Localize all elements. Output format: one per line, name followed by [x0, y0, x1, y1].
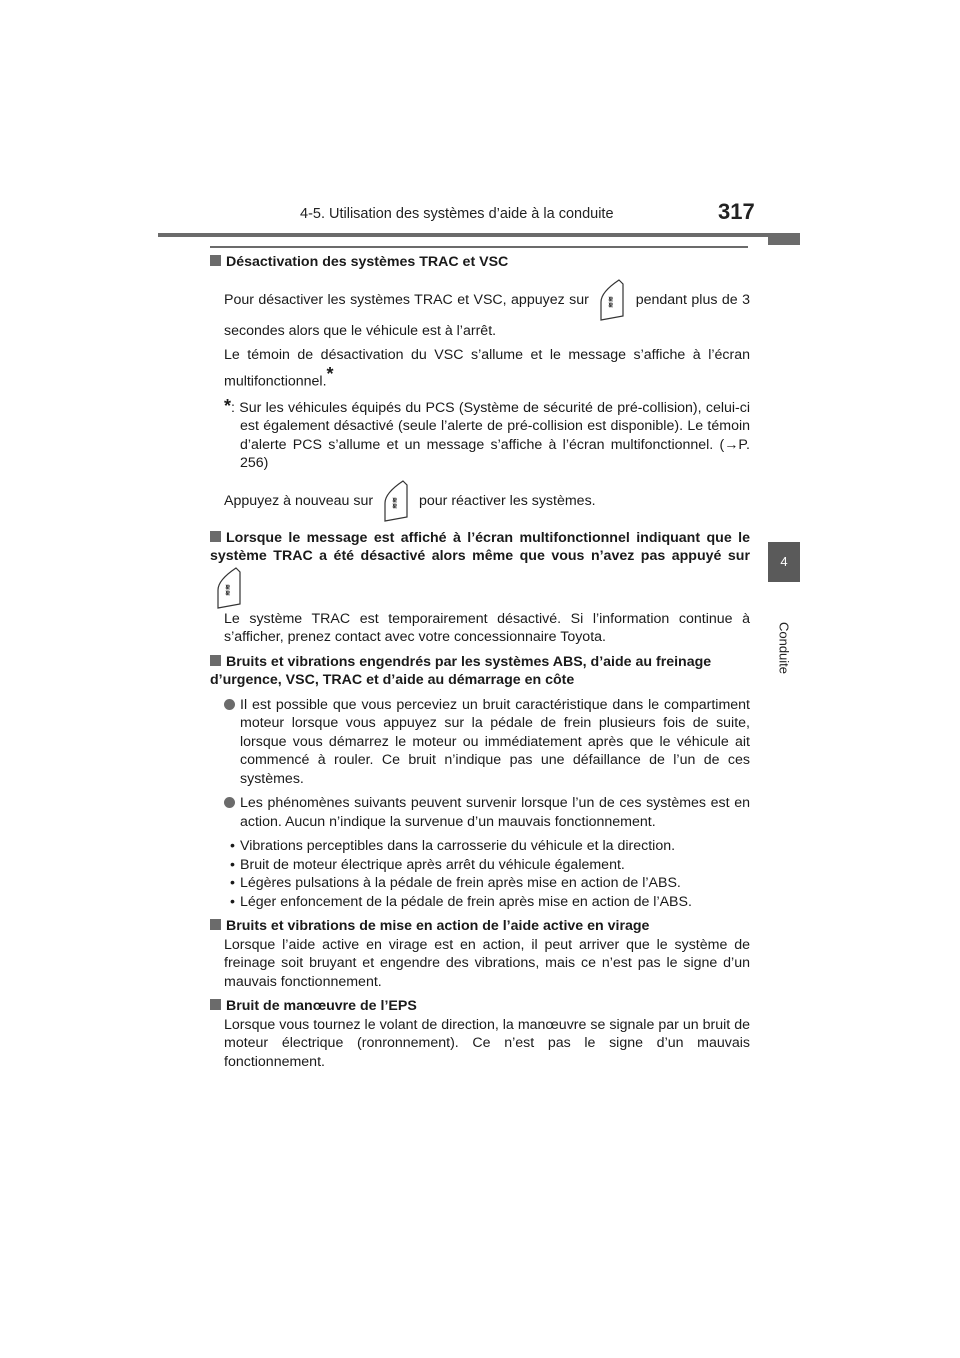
vsc-off-button-icon	[214, 566, 244, 610]
content-rule	[210, 246, 748, 248]
section-heading-eps-noise: Bruit de manœuvre de l’EPS	[210, 997, 750, 1016]
chapter-tab-number: 4	[768, 542, 800, 582]
list-item: • Légères pulsations à la pédale de frein après mise en action de l’ABS.	[230, 875, 681, 892]
section-paragraph: Lorsque vous tournez le volant de direction, la manœuvre se signale par un bruit de moteur électrique (ronronnement). Ce n’est pas le signe d’un mauvais fonctionnement.	[224, 1016, 750, 1070]
section-paragraph: Lorsque l’aide active en virage est en action, il peut arriver que le système de freinage soit bruyant et engendre des vibrations, mais ce n’est pas le signe d’un mauvais fonctionnement.	[224, 936, 750, 990]
footnote: *: Sur les véhicules équipés du PCS (Système de sécurité de pré-collision), celui-ci est également désactivé (seule l’alerte de pré-collision est disponible). Le témoin d’alerte PCS s’allume et un message s’affiche à l’écran multifonctionnel. (→P. 256)	[224, 395, 750, 472]
vsc-off-button-icon	[597, 278, 627, 322]
list-item: • Bruit de moteur électrique après arrêt du véhicule également.	[230, 856, 625, 873]
footnote-marker: *	[326, 363, 334, 384]
square-marker-icon	[210, 255, 221, 266]
square-marker-icon	[210, 999, 221, 1010]
section-paragraph: Appuyez à nouveau sur ≋≋ pour réactiver les systèmes.	[210, 479, 750, 523]
list-item: • Vibrations perceptibles dans la carrosserie du véhicule et la direction.	[230, 838, 676, 855]
section-heading-trac-vsc-off: Désactivation des systèmes TRAC et VSC	[210, 253, 750, 272]
page-number: 317	[718, 199, 755, 224]
section-paragraph: Pour désactiver les systèmes TRAC et VSC, appuyez sur ≋≋ pendant plus de 3 secondes alors que le véhicule est à l’arrêt.	[210, 278, 750, 341]
footnote-marker: *	[224, 395, 232, 416]
side-tab-bar	[768, 233, 800, 245]
circle-bullet-icon	[224, 699, 235, 710]
section-paragraph: Le témoin de désactivation du VSC s’allume et le message s’affiche à l’écran multifonctionnel.*	[224, 347, 750, 390]
section-paragraph: Le système TRAC est temporairement désactivé. Si l’information continue à s’afficher, prenez contact avec votre concessionnaire Toyota.	[224, 610, 750, 646]
list-item: • Léger enfoncement de la pédale de frein après mise en action de l’ABS.	[230, 893, 692, 910]
square-marker-icon	[210, 655, 221, 666]
svg-text:≋≋: ≋≋	[608, 295, 616, 308]
chapter-tab-label: Conduite	[776, 621, 792, 675]
section-heading-cornering-assist: Bruits et vibrations de mise en action de l’aide active en virage	[210, 917, 750, 936]
svg-text:≋≋: ≋≋	[225, 583, 232, 596]
vsc-off-button-icon	[381, 479, 411, 523]
header-rule	[158, 233, 800, 237]
bullet-item: Il est possible que vous perceviez un bruit caractéristique dans le compartiment moteur lorsque vous appuyez sur la pédale de frein plusieurs fois de suite, lorsque vous démarrez le moteur ou immédiatement après que le véhicule ait commencé à rouler. Ce bruit n’indique pas une défaillance de l’un de ces systèmes.	[210, 696, 750, 789]
square-marker-icon	[210, 531, 221, 542]
square-marker-icon	[210, 919, 221, 930]
svg-text:≋≋: ≋≋	[392, 496, 400, 509]
symptom-list	[210, 837, 750, 911]
page-content	[210, 253, 750, 1071]
bullet-item: Les phénomènes suivants peuvent survenir lorsque l’un de ces systèmes est en action. Aucun n’indique la survenue d’un mauvais fonctionnement.	[210, 794, 750, 831]
circle-bullet-icon	[224, 797, 235, 808]
section-heading-trac-message: Lorsque le message est affiché à l’écran multifonctionnel indiquant que le système TRAC a été désactivé alors même que vous n’avez pas appuyé sur ≋≋	[210, 529, 750, 610]
header-title: 4-5. Utilisation des systèmes d’aide à la conduite	[300, 206, 614, 222]
section-heading-abs-noise: Bruits et vibrations engendrés par les systèmes ABS, d’aide au freinage d’urgence, VSC, TRAC et d’aide au démarrage en côte	[210, 653, 712, 689]
